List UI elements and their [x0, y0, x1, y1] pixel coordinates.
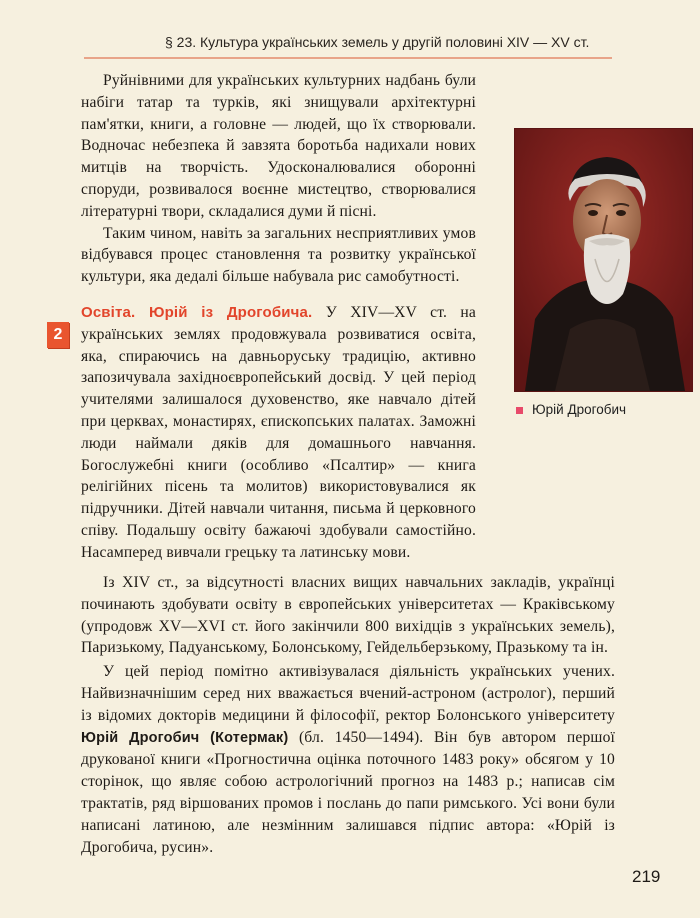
caption-bullet-icon: [516, 407, 523, 414]
figure-caption: [516, 402, 686, 417]
section-number-badge: 2: [47, 322, 69, 348]
paragraph-3: Із XIV ст., за відсутності власних вищих навчальних закладів, українці починають здобувати освіту в європейських університетах — Краківському (упродовж XV—XVI ст. його закінчили 800 вихідців з українських земель), Паризькому, Падуанському, Болонському, Гейдельберзькому, Празькому та ін.: [81, 574, 615, 657]
main-column-lower: [81, 572, 615, 858]
scientist-name: Юрій Дрогобич (Котермак): [81, 729, 289, 746]
header-rule: [84, 57, 612, 59]
portrait-drawing: [515, 129, 692, 391]
section-2-paragraph: [81, 302, 476, 564]
paragraph-4: [81, 661, 615, 858]
portrait-image: [514, 128, 693, 392]
paragraph-4-end: (бл. 1450—1494). Він був автором першої друкованої книги «Прогностична оцінка поточного 1483 року» обсягом у 10 сторінок, що являє собою астрологічний прогноз на 1483 р.; написав сім трактатів, ряд віршованих промов і послань до папи римського. Усі вони були написані латиною, але незмінним залишався підпис автора: «Юрій із Дрогобича, русин».: [81, 728, 615, 856]
running-header: § 23. Культура українських земель у другій половині XIV — XV ст.: [165, 34, 590, 50]
paragraph-2: Таким чином, навіть за загальних несприятливих умов відбувався процес становлення та розвитку української культури, яка дедалі більше набувала рис самобутності.: [81, 224, 476, 286]
paragraph-1: Руйнівними для українських культурних надбань були набіги татар та турків, які знищували архітектурні пам'ятки, книги, а головне — людей, що їх створювали. Водночас небезпека й завзята боротьба надихали нових митців на творчість. Удосконалювалися оборонні споруди, розвивалося воєнне мистецтво, створювалися літературні твори, складалися думи й пісні.: [81, 72, 476, 220]
section-title: Освіта. Юрій із Дрогобича.: [81, 303, 313, 321]
paragraph-4-start: У цей період помітно активізувалася діяльність українських учених. Найвизначнішим серед них вважається вчений-астроном (астролог), перший із відомих докторів медицини й філософії, ректор Болонського університету: [81, 663, 615, 724]
section-text: У XIV—XV ст. на українських землях продовжувала розвиватися освіта, яка, спираючись на давньоруську традицію, активно запозичувала західноєвропейський досвід. У цей період учителями залишалося духовенство, яке навчало дітей при церквах, монастирях, єпископських палатах. Заможні люди наймали дяків для домашнього навчання. Богослужебні книги (особливо «Псалтир» — книга релігійних пісень та молитов) використовувалися як підручники. Дітей навчали читання, письма й церковного співу. Подальшу освіту бажаючі здобували самостійно. Насамперед вивчали грецьку та латинську мови.: [81, 303, 476, 561]
main-column-upper: [81, 70, 476, 564]
caption-text: Юрій Дрогобич: [532, 402, 627, 417]
page-number: 219: [632, 867, 661, 886]
